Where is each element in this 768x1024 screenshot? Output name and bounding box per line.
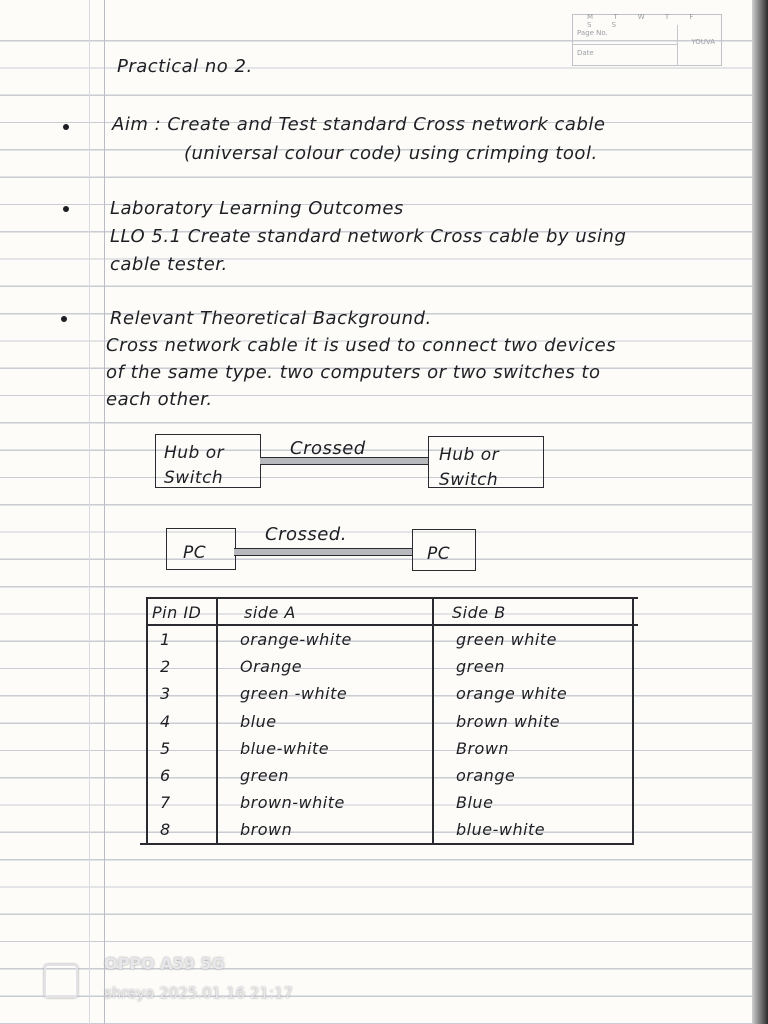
table-cell-r3-c1: 3 [160, 684, 171, 704]
table-cell-r5-c2: blue-white [240, 738, 330, 758]
table-bottom-border [140, 843, 634, 845]
page-title: Practical no 2. [117, 56, 253, 77]
table-header-side-b: Side B [452, 603, 506, 622]
table-col-divider-2 [432, 597, 434, 843]
table-cell-r4-c1: 4 [160, 711, 171, 731]
table-cell-r6-c2: green [240, 766, 290, 785]
table-cell-r6-c1: 6 [160, 766, 171, 785]
stamp-days: M T W T F S S [587, 13, 703, 29]
hub-left-line2: Switch [164, 468, 224, 488]
bullet-llo [63, 206, 69, 212]
crossed-cable-2 [234, 548, 412, 556]
pc-box-right [412, 529, 476, 571]
table-cell-r5-c3: Brown [456, 738, 510, 758]
llo-line-2: cable tester. [110, 254, 228, 275]
table-cell-r8-c3: blue-white [456, 820, 546, 840]
table-cell-r7-c1: 7 [160, 793, 171, 813]
table-header-pin: Pin ID [152, 603, 202, 622]
table-cell-r1-c1: 1 [160, 630, 171, 649]
stamp-divider [573, 44, 677, 45]
margin-line-outer [89, 0, 90, 1024]
aim-line-1: Aim : Create and Test standard Cross network cable [112, 114, 606, 135]
background-line-2: of the same type. two computers or two switches to [106, 362, 601, 383]
table-cell-r1-c2: orange-white [240, 630, 352, 649]
hub-right-line2: Switch [439, 470, 499, 490]
table-col-divider-1 [216, 597, 218, 843]
bullet-aim [63, 124, 69, 130]
table-cell-r2-c2: Orange [240, 657, 303, 677]
stamp-vertical-divider [677, 25, 678, 65]
pc-right-label: PC [427, 544, 451, 564]
pc-left-label: PC [183, 543, 207, 563]
stamp-brand: YOUVA [691, 38, 715, 46]
aim-line-2: (universal colour code) using crimping tool. [184, 143, 598, 164]
hub-left-line1: Hub or [164, 443, 225, 463]
table-cell-r3-c3: orange white [456, 684, 568, 704]
crossed-label-1: Crossed [290, 438, 366, 459]
camera-watermark-icon [44, 964, 78, 998]
crossed-label-2: Crossed. [265, 524, 347, 545]
table-cell-r7-c3: Blue [456, 793, 494, 813]
table-right-border [632, 597, 634, 845]
table-cell-r3-c2: green -white [240, 684, 348, 704]
table-cell-r4-c3: brown white [456, 711, 561, 731]
hub-right-line1: Hub or [439, 445, 500, 465]
page-date-stamp [572, 14, 722, 66]
watermark-device: OPPO A59 5G [104, 954, 225, 973]
background-line-3: each other. [106, 389, 213, 410]
table-cell-r8-c1: 8 [160, 820, 171, 840]
background-line-1: Cross network cable it is used to connect two devices [106, 335, 617, 356]
pin-table [140, 597, 638, 847]
margin-line [104, 0, 105, 1024]
background-heading: Relevant Theoretical Background. [110, 308, 432, 329]
table-cell-r4-c2: blue [240, 711, 277, 731]
stamp-date: Date [577, 49, 594, 57]
table-top-border [146, 597, 638, 599]
table-left-border [146, 597, 148, 845]
table-cell-r8-c2: brown [240, 820, 293, 840]
pc-box-left [166, 528, 236, 570]
table-cell-r5-c1: 5 [160, 738, 171, 758]
table-cell-r7-c2: brown-white [240, 793, 345, 813]
llo-line-1: LLO 5.1 Create standard network Cross cable by using [110, 226, 627, 247]
bullet-background [61, 316, 67, 322]
table-cell-r6-c3: orange [456, 766, 516, 785]
hub-switch-box-right [428, 436, 544, 488]
table-cell-r2-c3: green [456, 657, 506, 677]
stamp-page-no: Page No. [577, 29, 608, 37]
hub-switch-box-left [155, 434, 261, 488]
table-cell-r1-c3: green white [456, 630, 557, 649]
llo-heading: Laboratory Learning Outcomes [110, 198, 404, 219]
table-cell-r2-c1: 2 [160, 657, 171, 677]
watermark-info: shreya 2025.01.16 21:17 [104, 984, 294, 1002]
table-header-side-a: side A [244, 603, 296, 622]
table-header-border [146, 624, 638, 626]
